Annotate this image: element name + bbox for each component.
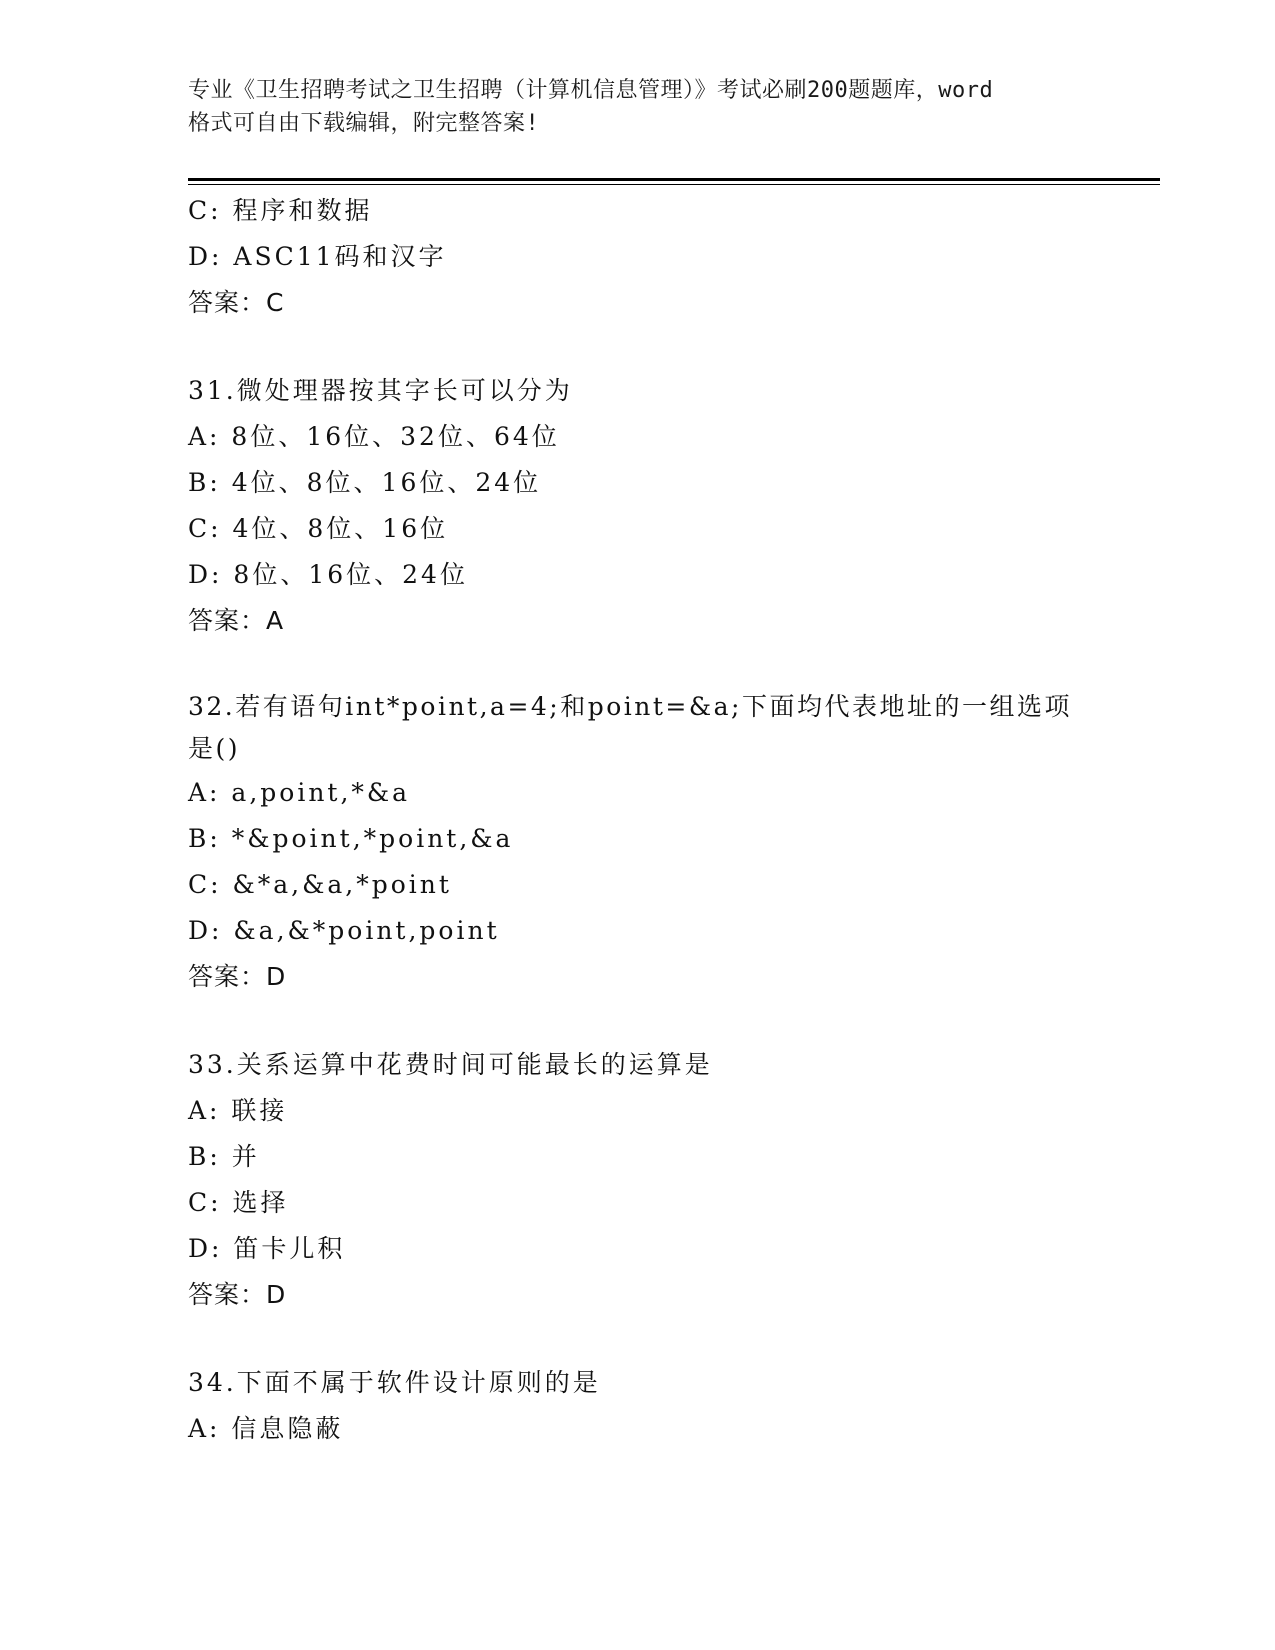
option-a: A: 8位、16位、32位、64位 <box>188 422 560 451</box>
header-rule-thick <box>188 178 1160 181</box>
option-b: B: *&point,*point,&a <box>188 824 514 853</box>
option-a: A: 信息隐蔽 <box>188 1414 344 1443</box>
option-d: D: 8位、16位、24位 <box>188 560 468 589</box>
option-d: D: ASC11码和汉字 <box>188 242 447 271</box>
option-d: D: &a,&*point,point <box>188 916 500 945</box>
question-stem: 33.关系运算中花费时间可能最长的运算是 <box>188 1050 713 1079</box>
option-c: C: 程序和数据 <box>188 196 373 225</box>
option-c: C: 选择 <box>188 1188 289 1217</box>
header-line-2: 格式可自由下载编辑，附完整答案! <box>188 111 540 136</box>
answer-label: 答案：D <box>188 1280 287 1309</box>
question-34 <box>188 1360 1088 1452</box>
answer-label: 答案：A <box>188 606 285 635</box>
question-stem: 32.若有语句int*point,a=4;和point=&a;下面均代表地址的一组选项是() <box>188 692 1072 763</box>
option-b: B: 并 <box>188 1142 260 1171</box>
header-rule-thin <box>188 184 1160 185</box>
question-list <box>188 188 1088 1452</box>
question-stem: 34.下面不属于软件设计原则的是 <box>188 1368 601 1397</box>
header-line-1: 专业《卫生招聘考试之卫生招聘（计算机信息管理）》考试必刷200题题库，word <box>188 78 994 103</box>
question-33 <box>188 1042 1088 1318</box>
answer-label: 答案：C <box>188 288 285 317</box>
question-30-continued <box>188 188 1088 326</box>
question-31 <box>188 368 1088 644</box>
option-b: B: 4位、8位、16位、24位 <box>188 468 542 497</box>
option-a: A: a,point,*&a <box>188 778 411 807</box>
option-d: D: 笛卡儿积 <box>188 1234 346 1263</box>
option-c: C: &*a,&a,*point <box>188 870 452 899</box>
question-stem: 31.微处理器按其字长可以分为 <box>188 376 573 405</box>
question-32 <box>188 686 1088 1000</box>
answer-label: 答案：D <box>188 962 287 991</box>
document-header <box>188 74 1088 140</box>
option-c: C: 4位、8位、16位 <box>188 514 449 543</box>
option-a: A: 联接 <box>188 1096 288 1125</box>
